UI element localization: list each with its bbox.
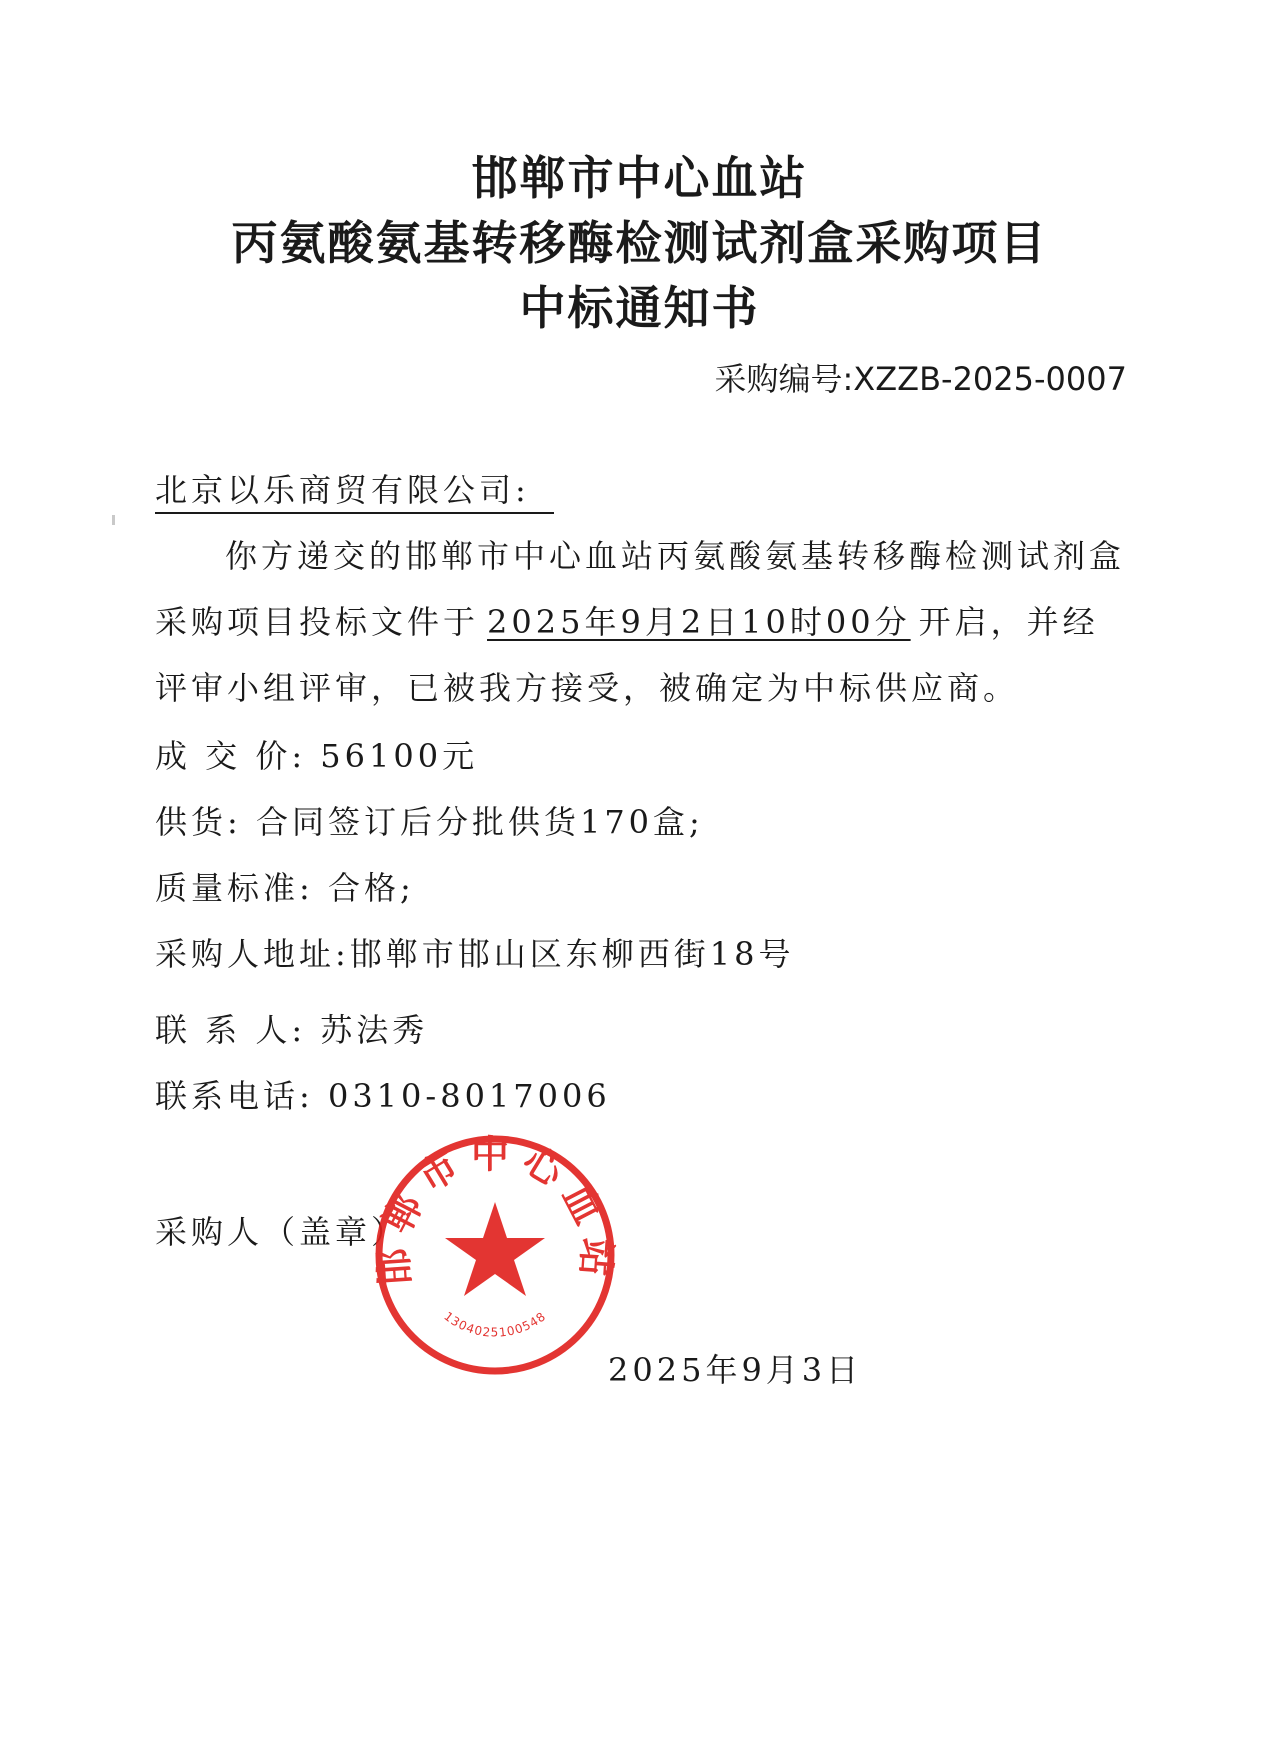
paragraph-line-2 (155, 600, 1099, 644)
title-line-2: 丙氨酸氨基转移酶检测试剂盒采购项目 (231, 216, 1048, 270)
field-contact: 联 系 人: 苏法秀 (155, 1011, 429, 1049)
seal-code: 1304025100548 (441, 1308, 549, 1340)
field-address: 采购人地址:邯郸市邯山区东柳西街18号 (155, 935, 795, 973)
paragraph-line-2-suffix: 开启，并经 (918, 603, 1099, 641)
paragraph-line-1: 你方递交的邯郸市中心血站丙氨酸氨基转移酶检测试剂盒 (225, 537, 1126, 575)
paragraph-line-2-prefix: 采购项目投标文件于 (155, 603, 480, 641)
issue-date: 2025年9月3日 (608, 1351, 863, 1389)
opening-datetime: 2025年9月2日10时00分 (487, 603, 911, 641)
buyer-stamp-label: 采购人（盖章） (155, 1213, 408, 1251)
field-quality: 质量标准: 合格; (155, 869, 415, 907)
paragraph-line-3: 评审小组评审，已被我方接受，被确定为中标供应商。 (155, 669, 1020, 707)
procurement-number: 采购编号:XZZB-2025-0007 (714, 360, 1127, 398)
title-line-1: 邯郸市中心血站 (471, 151, 808, 205)
field-supply: 供货: 合同签订后分批供货170盒; (155, 803, 704, 841)
field-price: 成 交 价: 56100元 (155, 737, 479, 775)
official-seal (370, 1130, 620, 1380)
addressee: 北京以乐商贸有限公司: (155, 468, 554, 514)
scan-mark (112, 515, 115, 525)
seal-text: 邯郸市中心血站 (370, 1132, 620, 1288)
title-line-3: 中标通知书 (519, 281, 760, 335)
field-phone: 联系电话: 0310-8017006 (155, 1077, 611, 1115)
star-icon (445, 1202, 545, 1296)
